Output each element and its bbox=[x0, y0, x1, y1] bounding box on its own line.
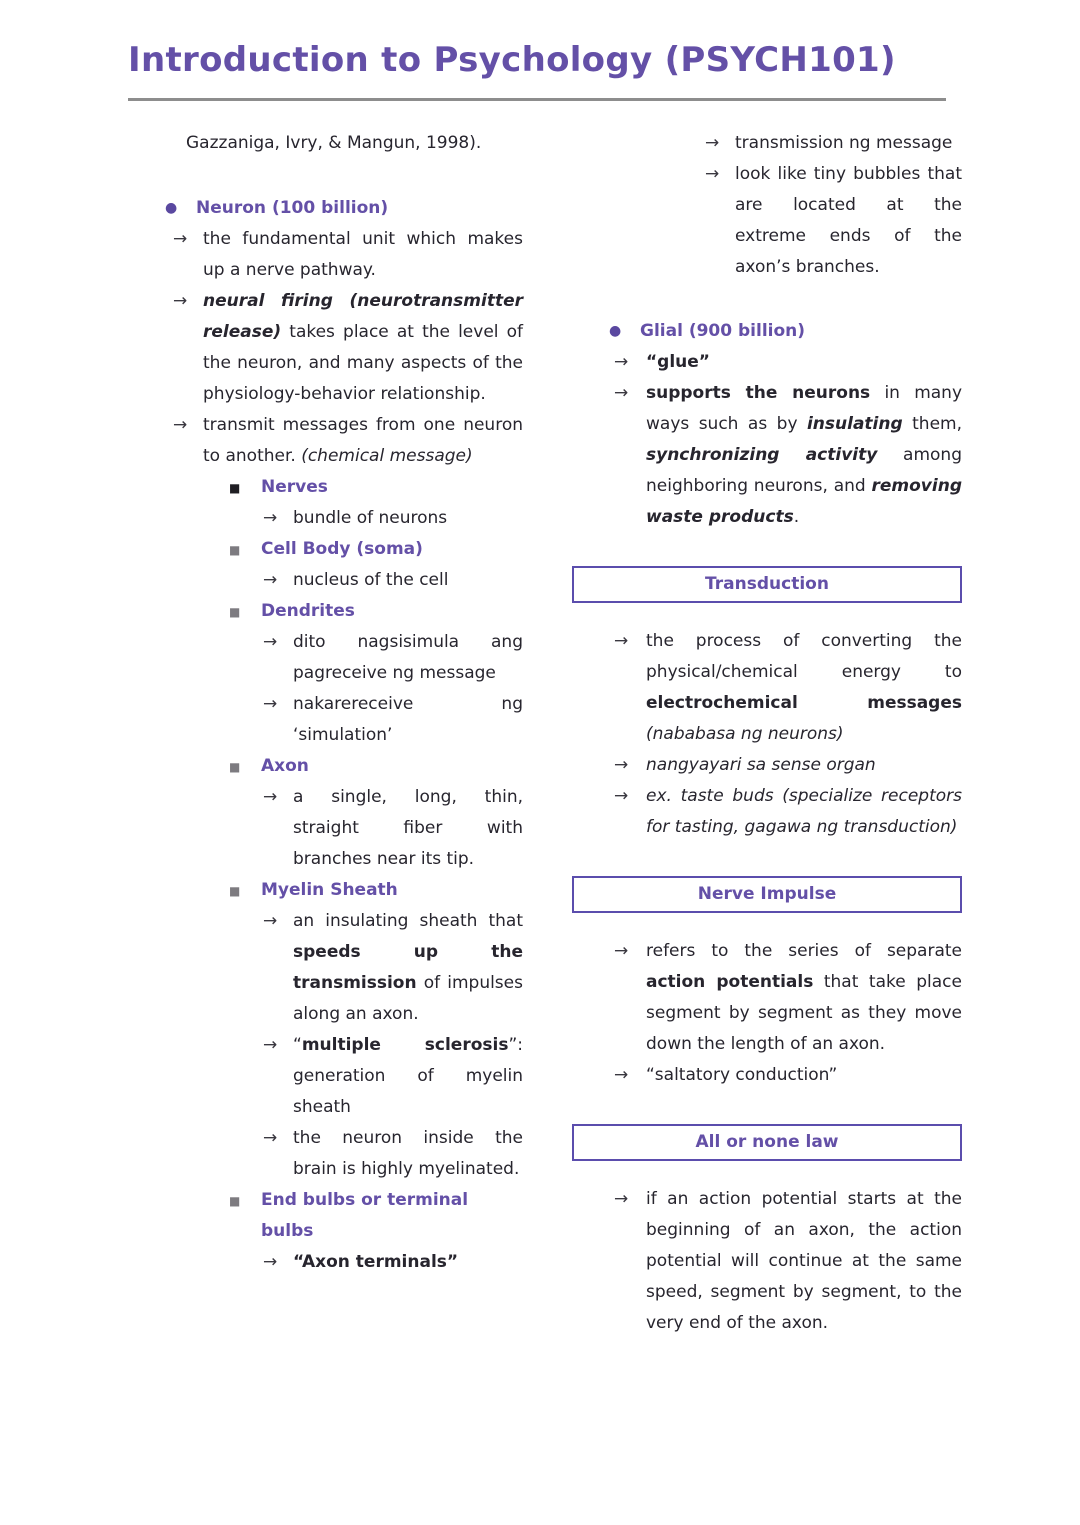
boxed-section-heading bbox=[572, 566, 962, 603]
arrow-icon: → bbox=[614, 755, 629, 775]
page-title: Introduction to Psychology (PSYCH101) bbox=[128, 40, 896, 80]
text-segment: among neighboring neurons, and bbox=[646, 445, 962, 496]
text-segment: of impulses along an axon. bbox=[293, 973, 523, 1024]
text-content: Transduction bbox=[705, 574, 829, 594]
arrow-item bbox=[572, 626, 962, 750]
text-segment: supports the neurons bbox=[646, 383, 871, 403]
arrow-icon: → bbox=[614, 631, 629, 651]
text-segment: multiple sclerosis bbox=[301, 1035, 509, 1055]
text-segment: neural firing (neurotransmitter release) bbox=[203, 291, 523, 342]
section-bullet-heading bbox=[165, 193, 523, 224]
arrow-icon: → bbox=[173, 291, 188, 311]
square-bullet-icon: ■ bbox=[229, 605, 241, 619]
square-bullet-icon: ■ bbox=[229, 884, 241, 898]
sub-bullet-heading bbox=[165, 472, 523, 503]
arrow-icon: → bbox=[263, 570, 278, 590]
left-column bbox=[165, 128, 523, 1278]
sub-arrow-item bbox=[165, 1247, 523, 1278]
sub-arrow-item bbox=[165, 906, 523, 1030]
boxed-section-heading bbox=[572, 876, 962, 913]
sub-arrow-item bbox=[165, 1030, 523, 1123]
text-segment: transmission ng message bbox=[735, 133, 953, 153]
arrow-item bbox=[572, 1184, 962, 1339]
section-bullet-heading bbox=[572, 316, 962, 347]
text-content: Myelin Sheath bbox=[261, 880, 398, 900]
sub-bullet-heading bbox=[165, 1185, 523, 1247]
title-underline bbox=[128, 98, 946, 101]
text-segment: nangyayari sa sense organ bbox=[646, 755, 876, 775]
square-bullet-icon: ■ bbox=[229, 481, 241, 495]
text-segment: an insulating sheath that bbox=[293, 911, 523, 931]
square-bullet-icon: ■ bbox=[229, 543, 241, 557]
sub-bullet-heading bbox=[165, 534, 523, 565]
square-bullet-icon: ■ bbox=[229, 760, 241, 774]
arrow-icon: → bbox=[263, 632, 278, 652]
arrow-icon: → bbox=[263, 1035, 278, 1055]
arrow-item bbox=[572, 347, 962, 378]
sub-bullet-heading bbox=[165, 596, 523, 627]
text-content bbox=[735, 128, 962, 159]
text-segment: (chemical message) bbox=[301, 446, 473, 466]
text-content bbox=[293, 503, 523, 534]
text-content bbox=[293, 689, 523, 751]
text-segment: “saltatory conduction” bbox=[646, 1065, 838, 1085]
text-content bbox=[203, 286, 523, 410]
arrow-icon: → bbox=[173, 229, 188, 249]
arrow-icon: → bbox=[614, 383, 629, 403]
arrow-icon: → bbox=[614, 786, 629, 806]
arrow-item bbox=[165, 224, 523, 286]
text-segment: speeds up the transmission bbox=[293, 942, 523, 993]
arrow-icon: → bbox=[614, 941, 629, 961]
text-content bbox=[293, 565, 523, 596]
text-content bbox=[646, 1184, 962, 1339]
boxed-section-heading bbox=[572, 1124, 962, 1161]
sub-arrow-item bbox=[165, 689, 523, 751]
arrow-item bbox=[572, 781, 962, 843]
text-content bbox=[646, 781, 962, 843]
bullet-dot-icon: ● bbox=[609, 323, 622, 339]
text-content: All or none law bbox=[695, 1132, 839, 1152]
arrow-icon: → bbox=[263, 787, 278, 807]
text-segment: nucleus of the cell bbox=[293, 570, 449, 590]
text-segment: removing waste products bbox=[646, 476, 962, 527]
text-segment: “Axon terminals” bbox=[293, 1252, 459, 1272]
right-column bbox=[572, 128, 962, 1339]
text-segment: transmit messages from one neuron to another. bbox=[203, 415, 523, 466]
arrow-item bbox=[572, 936, 962, 1060]
text-segment: synchronizing activity bbox=[646, 445, 878, 465]
text-segment: ”: generation of myelin sheath bbox=[293, 1035, 523, 1117]
text-content: Dendrites bbox=[261, 601, 355, 621]
text-segment: nakarereceive ng ‘simulation’ bbox=[293, 694, 523, 745]
text-segment: dito nagsisimula ang pagreceive ng message bbox=[293, 632, 523, 683]
text-segment: the process of converting the physical/chemical energy to bbox=[646, 631, 962, 682]
sub-bullet-heading bbox=[165, 875, 523, 906]
sub-arrow-item bbox=[165, 782, 523, 875]
text-segment: bundle of neurons bbox=[293, 508, 448, 528]
text-segment: the neuron inside the brain is highly myelinated. bbox=[293, 1128, 523, 1179]
text-content bbox=[646, 378, 962, 533]
text-segment: look like tiny bubbles that are located at the extreme ends of the axon’s branches. bbox=[735, 164, 962, 277]
text-content: End bulbs or terminal bulbs bbox=[261, 1190, 469, 1241]
text-segment: “ bbox=[293, 1035, 302, 1055]
text-segment: that take place segment by segment as they move down the length of an axon. bbox=[646, 972, 962, 1054]
arrow-icon: → bbox=[705, 133, 720, 153]
citation-line bbox=[165, 128, 523, 159]
arrow-icon: → bbox=[614, 352, 629, 372]
arrow-item bbox=[572, 750, 962, 781]
arrow-icon: → bbox=[263, 1252, 278, 1272]
text-segment: in many ways such as by bbox=[646, 383, 963, 434]
arrow-icon: → bbox=[263, 1128, 278, 1148]
text-content: Neuron (100 billion) bbox=[196, 198, 389, 218]
text-content bbox=[646, 936, 962, 1060]
text-content: Nerve Impulse bbox=[697, 884, 837, 904]
text-segment: . bbox=[793, 507, 800, 527]
sub-arrow-item bbox=[165, 565, 523, 596]
text-content bbox=[293, 627, 523, 689]
text-content bbox=[735, 159, 962, 283]
text-segment: action potentials bbox=[646, 972, 814, 992]
sub-arrow-item bbox=[165, 627, 523, 689]
text-content bbox=[203, 410, 523, 472]
text-segment: the fundamental unit which makes up a nerve pathway. bbox=[203, 229, 523, 280]
arrow-icon: → bbox=[263, 694, 278, 714]
text-content bbox=[646, 347, 962, 378]
arrow-icon: → bbox=[263, 911, 278, 931]
text-content bbox=[293, 906, 523, 1030]
text-content bbox=[646, 626, 962, 750]
arrow-item bbox=[165, 286, 523, 410]
sub-arrow-item bbox=[165, 503, 523, 534]
square-bullet-icon: ■ bbox=[229, 1194, 241, 1208]
arrow-item bbox=[572, 1060, 962, 1091]
text-content bbox=[293, 782, 523, 875]
text-content bbox=[293, 1123, 523, 1185]
arrow-icon: → bbox=[705, 164, 720, 184]
text-segment: (nababasa ng neurons) bbox=[646, 724, 844, 744]
arrow-item bbox=[572, 378, 962, 533]
text-content: Axon bbox=[261, 756, 309, 776]
arrow-icon: → bbox=[263, 508, 278, 528]
bullet-dot-icon: ● bbox=[165, 200, 178, 216]
text-content: Cell Body (soma) bbox=[261, 539, 423, 559]
sub-bullet-heading bbox=[165, 751, 523, 782]
text-content bbox=[293, 1247, 523, 1278]
arrow-icon: → bbox=[614, 1189, 629, 1209]
text-segment: takes place at the level of the neuron, and many aspects of the physiology-behavior relationship. bbox=[203, 322, 523, 404]
text-content bbox=[203, 224, 523, 286]
text-content bbox=[293, 1030, 523, 1123]
arrow-icon: → bbox=[173, 415, 188, 435]
arrow-icon: → bbox=[614, 1065, 629, 1085]
text-content: Gazzaniga, Ivry, & Mangun, 1998). bbox=[186, 133, 482, 153]
text-content: Nerves bbox=[261, 477, 328, 497]
text-segment: ex. taste buds (specialize receptors for tasting, gagawa ng transduction) bbox=[646, 786, 962, 837]
text-segment: a single, long, thin, straight fiber with branches near its tip. bbox=[293, 787, 523, 869]
sub-arrow-item bbox=[572, 159, 962, 283]
text-segment: electrochemical messages bbox=[646, 693, 962, 713]
text-segment: them, bbox=[902, 414, 962, 434]
text-segment: insulating bbox=[806, 414, 903, 434]
sub-arrow-item bbox=[572, 128, 962, 159]
sub-arrow-item bbox=[165, 1123, 523, 1185]
text-content: Glial (900 billion) bbox=[640, 321, 806, 341]
arrow-item bbox=[165, 410, 523, 472]
text-segment: if an action potential starts at the beginning of an axon, the action potential will continue at the same speed, segment by segment, to the very end of the axon. bbox=[646, 1189, 962, 1333]
text-segment: “glue” bbox=[646, 352, 710, 372]
text-content bbox=[646, 1060, 962, 1091]
text-segment: refers to the series of separate bbox=[646, 941, 962, 961]
text-content bbox=[646, 750, 962, 781]
